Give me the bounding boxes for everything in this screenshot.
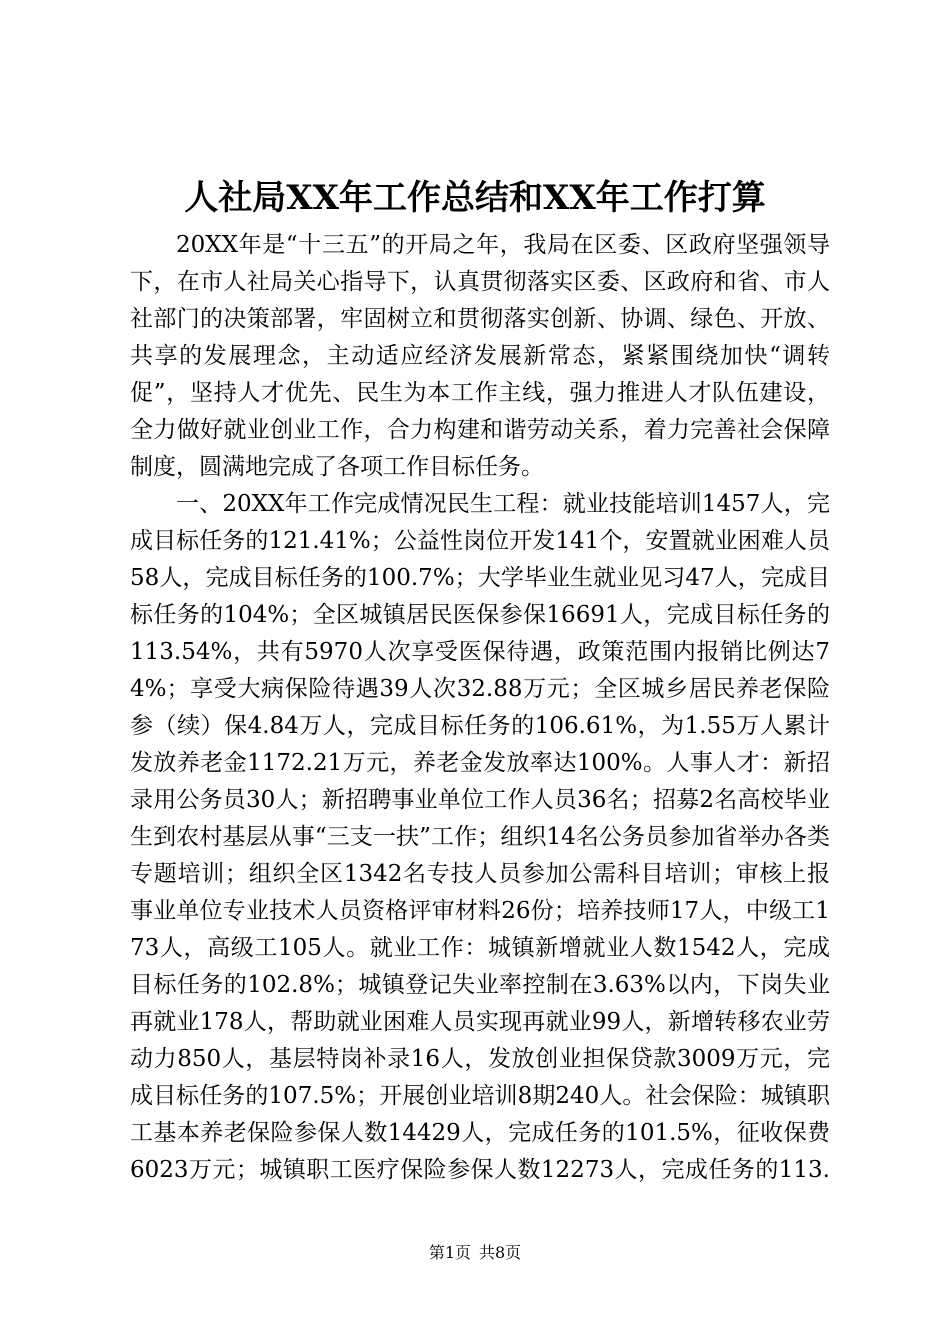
page-total: 共8页 [479, 1243, 522, 1262]
document-body [130, 227, 830, 1187]
intro-paragraph: 20XX年是“十三五”的开局之年，我局在区委、区政府坚强领导下，在市人社局关心指导下，认真贯彻落实区委、区政府和省、市人社部门的决策部署，牢固树立和贯彻落实创新、协调、绿色、开放、共享的发展理念，主动适应经济发展新常态，紧紧围绕加快“调转促”，坚持人才优先、民生为本工作主线，强力推进人才队伍建设，全力做好就业创业工作，合力构建和谐劳动关系，着力完善社会保障制度，圆满地完成了各项工作目标任务。 [130, 232, 830, 480]
achievements-paragraph: 一、20XX年工作完成情况民生工程：就业技能培训1457人，完成目标任务的121.41%；公益性岗位开发141个，安置就业困难人员58人，完成目标任务的100.7%；大学毕业生就业见习47人，完成目标任务的104%；全区城镇居民医保参保16691人，完成目标任务的113.54%，共有5970人次享受医保待遇，政策范围内报销比例达74%；享受大病保险待遇39人次32.88万元；全区城乡居民养老保险参（续）保4.84万人，完成目标任务的106.61%，为1.55万人累计发放养老金1172.21万元，养老金发放率达100%。人事人才：新招录用公务员30人；新招聘事业单位工作人员36名；招募2名高校毕业生到农村基层从事“三支一扶”工作；组织14名公务员参加省举办各类专题培训；组织全区1342名专技人员参加公需科目培训；审核上报事业单位专业技术人员资格评审材料26份；培养技师17人，中级工173人，高级工105人。就业工作：城镇新增就业人数1542人，完成目标任务的102.8%；城镇登记失业率控制在3.63%以内，下岗失业再就业178人，帮助就业困难人员实现再就业99人，新增转移农业劳动力850人，基层特岗补录16人，发放创业担保贷款3009万元，完成目标任务的107.5%；开展创业培训8期240人。社会保险：城镇职工基本养老保险参保人数14429人，完成任务的101.5%，征收保费6023万元；城镇职工医疗保险参保人数12273人，完成任务的113. [130, 491, 830, 1183]
page-number: 第1页 [428, 1243, 471, 1262]
document-title: 人社局XX年工作总结和XX年工作打算 [184, 178, 766, 218]
page-footer [0, 1243, 950, 1263]
